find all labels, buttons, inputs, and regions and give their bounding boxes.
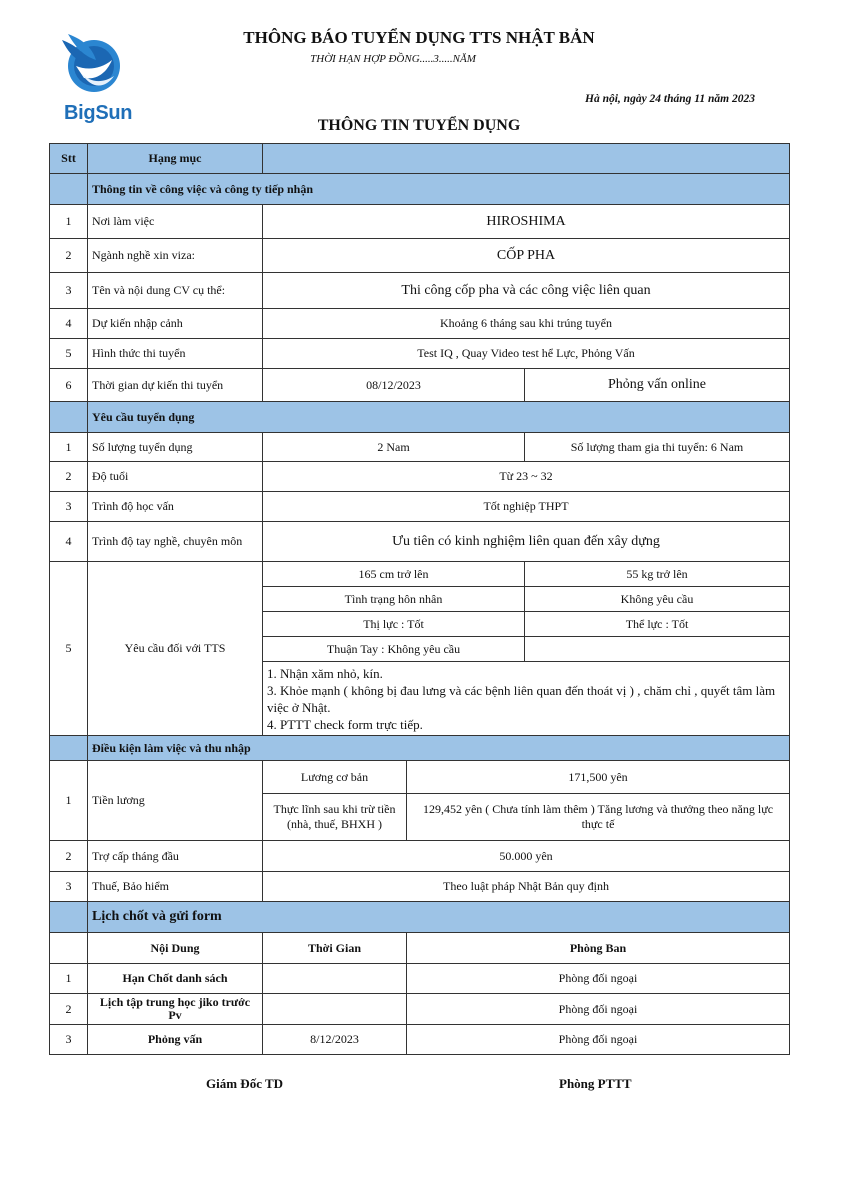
marital-label: Tình trạng hôn nhân [263,587,525,612]
recruit-count: 2 Nam [263,433,525,462]
row-stt: 3 [50,1025,88,1055]
row-stt: 1 [50,964,88,994]
blank-cell [50,933,88,964]
table-row [50,462,790,492]
table-row [50,309,790,339]
row-stt: 5 [50,339,88,369]
marital-value: Không yêu cầu [525,587,790,612]
schedule-content: Hạn Chốt danh sách [88,964,263,994]
fitness-requirement: Thể lực : Tốt [525,612,790,637]
section-row [50,174,790,205]
row-stt: 3 [50,492,88,522]
row-label: Độ tuổi [88,462,263,492]
section-heading: THÔNG TIN TUYỂN DỤNG [317,117,521,134]
section-row [50,402,790,433]
requirement-row [50,562,790,587]
row-stt: 3 [50,872,88,902]
row-value: 50.000 yên [263,841,790,872]
logo-text: BigSun [64,102,133,124]
row-stt: 1 [50,205,88,239]
section-stt-blank [50,174,88,205]
schedule-dept: Phòng đối ngoại [407,1025,790,1055]
signature-department: Phòng PTTT [559,1076,632,1091]
table-row [50,433,790,462]
row-label: Số lượng tuyển dụng [88,433,263,462]
section-title: Yêu cầu tuyển dụng [88,402,790,433]
header-category: Hạng mục [88,144,263,174]
base-salary-value: 171,500 yên [407,761,790,794]
row-label: Thời gian dự kiến thi tuyển [88,369,263,402]
row-value: Thi công cốp pha và các công việc liên quan [263,273,790,309]
section-stt-blank [50,402,88,433]
section-title: Lịch chốt và gửi form [88,902,790,933]
row-value: HIROSHIMA [263,205,790,239]
col-dept-header: Phòng Ban [407,933,790,964]
requirement-notes [263,662,790,736]
schedule-time [263,994,407,1025]
recruitment-table [49,143,790,1055]
weight-requirement: 55 kg trở lên [525,562,790,587]
row-stt: 1 [50,761,88,841]
exam-format: Phỏng vấn online [525,369,790,402]
schedule-content: Lịch tập trung học jiko trước Pv [88,994,263,1025]
row-stt: 2 [50,841,88,872]
table-row [50,522,790,562]
schedule-time: 8/12/2023 [263,1025,407,1055]
row-label: Yêu cầu đối với TTS [88,562,263,736]
col-time-header: Thời Gian [263,933,407,964]
contract-term: THỜI HẠN HỢP ĐỒNG.....3.....NĂM [310,53,476,65]
row-value: Tốt nghiệp THPT [263,492,790,522]
net-salary-value: 129,452 yên ( Chưa tính làm thêm ) Tăng lương và thưởng theo năng lực thực tế [407,794,790,841]
base-salary-label: Lương cơ bản [263,761,407,794]
handedness-requirement: Thuận Tay : Không yêu cầu [263,637,525,662]
row-value: Khoảng 6 tháng sau khi trúng tuyển [263,309,790,339]
row-label: Trợ cấp tháng đầu [88,841,263,872]
table-header-row [50,144,790,174]
table-row [50,273,790,309]
document-title: THÔNG BÁO TUYỂN DỤNG TTS NHẬT BẢN [243,28,595,47]
row-stt: 3 [50,273,88,309]
net-salary-label: Thực lĩnh sau khi trừ tiền (nhà, thuế, BHXH ) [263,794,407,841]
schedule-dept: Phòng đối ngoại [407,964,790,994]
table-row [50,872,790,902]
row-label: Dự kiến nhập cảnh [88,309,263,339]
row-value: Theo luật pháp Nhật Bản quy định [263,872,790,902]
table-row [50,205,790,239]
row-stt: 1 [50,433,88,462]
row-label: Tên và nội dung CV cụ thể: [88,273,263,309]
schedule-dept: Phòng đối ngoại [407,994,790,1025]
schedule-row [50,964,790,994]
row-stt: 5 [50,562,88,736]
section-stt-blank [50,736,88,761]
section-title: Thông tin về công việc và công ty tiếp nhận [88,174,790,205]
row-value: Test IQ , Quay Video test hể Lực, Phỏng Vấn [263,339,790,369]
row-stt: 4 [50,522,88,562]
row-label: Trình độ tay nghề, chuyên môn [88,522,263,562]
row-label: Nơi làm việc [88,205,263,239]
row-label: Trình độ học vấn [88,492,263,522]
salary-row [50,761,790,794]
section-row [50,736,790,761]
table-row [50,841,790,872]
header-blank [263,144,790,174]
schedule-row [50,1025,790,1055]
row-value: Từ 23 ~ 32 [263,462,790,492]
section-row [50,902,790,933]
row-stt: 2 [50,239,88,273]
row-label: Ngành nghề xin viza: [88,239,263,273]
row-value: Ưu tiên có kinh nghiệm liên quan đến xây dựng [263,522,790,562]
height-requirement: 165 cm trở lên [263,562,525,587]
row-label: Thuế, Bảo hiểm [88,872,263,902]
row-value: CỐP PHA [263,239,790,273]
row-stt: 2 [50,462,88,492]
row-stt: 4 [50,309,88,339]
exam-participants: Số lượng tham gia thi tuyển: 6 Nam [525,433,790,462]
header-stt: Stt [50,144,88,174]
table-row [50,339,790,369]
note-line: 3. Khỏe mạnh ( không bị đau lưng và các bệnh liên quan đến thoát vị ) , chăm chỉ , quyết tâm làm việc ở Nhật. [267,682,776,715]
section-title: Điều kiện làm việc và thu nhập [88,736,790,761]
row-label: Tiền lương [88,761,263,841]
schedule-header-row [50,933,790,964]
signature-director: Giám Đốc TD [206,1076,284,1091]
schedule-row [50,994,790,1025]
schedule-content: Phỏng vấn [88,1025,263,1055]
table-row [50,369,790,402]
row-stt: 6 [50,369,88,402]
row-label: Hình thức thi tuyển [88,339,263,369]
table-row [50,492,790,522]
date-line: Hà nội, ngày 24 tháng 11 năm 2023 [585,93,755,105]
blank-cell [525,637,790,662]
note-line: 1. Nhận xăm nhỏ, kín. [267,665,383,681]
note-line: 4. PTTT check form trực tiếp. [267,716,423,732]
schedule-time [263,964,407,994]
table-row [50,239,790,273]
eyesight-requirement: Thị lực : Tốt [263,612,525,637]
exam-date: 08/12/2023 [263,369,525,402]
col-content-header: Nội Dung [88,933,263,964]
section-stt-blank [50,902,88,933]
row-stt: 2 [50,994,88,1025]
